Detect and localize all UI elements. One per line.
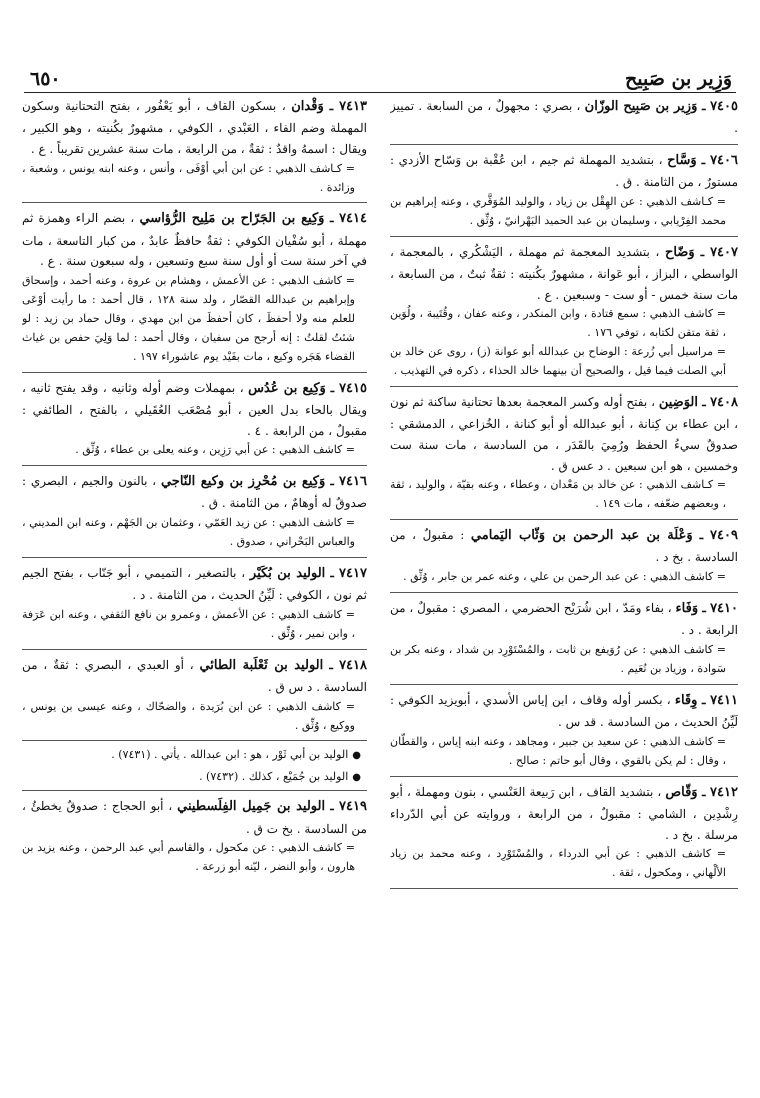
bullet-icon: ●: [352, 750, 361, 762]
entry-heading: [22, 563, 367, 606]
entry-dash: ـ: [325, 380, 340, 395]
entry-heading: [22, 796, 367, 839]
cross-reference-text: الوليد بن جُمَيْع ، كذلك . (٧٤٣٢) .: [199, 770, 349, 784]
entry-number: ٧٤١٣: [339, 99, 367, 114]
kashif-note: = كاشف الذهبي : عن عبد الرحمن بن علي ، وعنه عمر بن جابر ، وُثِّق .: [403, 570, 726, 584]
kashif-note: = كاشف الذهبي : عن مكحول ، والقاسم أبي عبد الرحمن ، وعنه يزيد بن هارون ، وأبو النضر ، ليّنه أبو زرعة .: [22, 841, 355, 874]
kashif-note: = كاشف الذهبي : عن الأعمش ، وعمرو بن نافع الثقفي ، وعنه ابن عَرَفة ، وابن نمير ، وُثِّق .: [22, 607, 355, 640]
biography-entry: [22, 471, 367, 552]
narrator-description: ، أبو الحجاج : صدوقٌ يخطئُ ، من السادسة . بخ ت ق .: [22, 799, 367, 836]
biography-entry: [22, 378, 367, 461]
kashif-note: = كـاشف الذهبي : عن خالد بن مَعْدان ، وعطاء ، وعنه بقيّة ، والوليد ، ثقة ، وبعضهم ضعّفه ، مات ١٤٩ .: [390, 478, 726, 511]
marasil-note: = مراسيل أبي زُرعة : الوضاح بن عبدالله أبو عوانة (ز) ، روى عن خالد بن أبي الصلت فيما قيل ، والصحيح أن بينهما خالد الحذاء ، ذكره في التهذيب .: [390, 345, 726, 378]
entry-separator: [390, 592, 738, 593]
entry-separator: [22, 465, 367, 466]
kashif-note: = كاشف الذهبي : عن رُوَيفع بن ثابت ، والمُسْتَوْرِد بن شداد ، وعنه بكر بن سَوادة ، وزياد بن نُعَيم .: [390, 642, 726, 675]
narrator-description: ، بصري : مجهولٌ ، من السابعة . تمييز .: [390, 99, 738, 136]
entry-dash: ـ: [323, 657, 340, 672]
entry-heading: [390, 525, 738, 568]
entry-number: ٧٤١٤: [339, 211, 367, 227]
narrator-name: الوليد بن بُكَيْر: [249, 565, 326, 581]
narrator-name: وَعْلَة بن عبد الرحمن بن وَثّاب اليَمامي: [470, 528, 693, 544]
entry-number: ٧٤١٠: [710, 600, 738, 616]
narrator-description: ، بالتصغير ، التميمي ، أبو جَنّاب ، بفتح الجيم ثم نون ، الكوفي : لَيِّنُ الحديث ، من الثامنة . د .: [22, 565, 367, 603]
narrator-name: وَضّاح: [664, 244, 695, 260]
narrator-name: وِقَاء: [674, 692, 698, 708]
entry-heading: [22, 96, 367, 160]
entry-number: ٧٤١٧: [339, 565, 367, 581]
entry-dash: ـ: [697, 99, 711, 113]
narrator-description: ، بفتح أوله وكسر المعجمة بعدها تحتانية ساكنة ثم نون ، ابن عطاء بن كِنانة ، أبو عبدالله أو أبو كنانة ، الخُزاعي ، الدمشقي : صدوقٌ سيءُ الحفظ ورُمِيَ بالقَدَر ، من السادسة ، مات سنة ست وخمسين ، هو ابن سبعين . د عس ق .: [390, 395, 738, 473]
right-column: [390, 96, 738, 1080]
narrator-description: ، بتشديد المهملة ثم جيم ، ابن عُقْبة بن وَسّاح الأزدي : مستورٌ ، من الثامنة . ق .: [390, 152, 738, 190]
narrator-name: وَفَاء: [675, 600, 699, 616]
page-number: ٦٥٠: [30, 68, 61, 90]
entry-dash: ـ: [325, 565, 340, 580]
narrator-description: ، بمهملات وضم أوله وثانيه ، وقد يفتح ثانيه ، ويقال بالحاء بدل العين ، أبو مُصْعَب العُقَيلي ، بالفتح ، الطائفي : مقبولٌ ، من الرابعة . ٤ .: [22, 380, 367, 438]
entry-number: ٧٤٠٨: [710, 395, 738, 411]
entry-number: ٧٤١١: [710, 692, 738, 708]
left-column: [22, 96, 367, 1080]
entry-number: ٧٤١٨: [339, 657, 367, 673]
narrator-description: ، بالنون والجيم ، البصري : صدوقٌ له أوهامٌ ، من الثامنة . ق .: [22, 474, 367, 511]
biography-entry: [22, 655, 367, 736]
entry-heading: [390, 690, 738, 733]
narrator-description: ، بتشديد القاف ، ابن رَبيعة العَنْسي ، بنون ومهملة ، أبو رِشْدِين ، الشامي : مقبولٌ ، من الرابعة ، وروايته عن أبي الدّرداء مرسلة . بخ د .: [390, 784, 738, 842]
entry-heading: [22, 471, 367, 514]
entry-heading: [390, 96, 738, 139]
kashif-note: = كـاشف الذهبي : عن الهِقْل بن زياد ، والوليد المُوَقَّري ، وعنه إبراهيم بن محمد الفِرْيابي ، وسليمان بن عبد الحميد البَهْرانيّ ، وُثِّق .: [390, 194, 726, 227]
entry-separator: [22, 649, 367, 650]
entry-separator: [390, 386, 738, 387]
entry-heading: [390, 242, 738, 306]
kashif-note: = كاشف الذهبي : عن الأعمش ، وهشام بن عروة ، وعنه أحمد ، وإسحاق وإبراهيم بن عبدالله القصّار ، ولد سنة ١٢٨ ، قال أحمد : ما رأيت أوْعَى للعلم منه ولا أحفظَ ، كان أحفظَ من ابن مهدي ، وقال حماد بن زيد : لو شئتُ لقلتُ : إنه أرجح من سفيان ، وقال أحمد : لما وَلِيَ حفص بن غياث القضاء هَجَره وكيع ، مات بفَيْد يوم عاشوراء ١٩٧ .: [22, 274, 355, 363]
narrator-name: وَسَّاح: [667, 152, 697, 168]
entry-number: ٧٤١٩: [339, 799, 367, 815]
kashif-note: = كـاشف الذهبي : عن ابن أبي أوْفَى ، وأنس ، وعنه ابنه يونس ، وشعبة ، وزائدة .: [22, 161, 355, 194]
entry-dash: ـ: [698, 600, 711, 615]
narrator-name: الوليد بن ثَعْلَبة الطائي: [199, 657, 324, 673]
biography-entry: [22, 563, 367, 644]
entry-separator: [390, 684, 738, 685]
biography-entry: [22, 208, 367, 366]
narrator-description: ، بتشديد المعجمة ثم مهملة ، اليَشْكُري ، بالمعجمة ، الواسطي ، البزاز ، أبو عَوانة ، مشهورٌ بكُنيته : ثقةٌ ثبتٌ ، من السابعة ، مات سنة خمس - أو ست - وسبعين . ع .: [390, 244, 738, 302]
entry-separator: [390, 776, 738, 777]
entry-dash: ـ: [325, 474, 340, 489]
entry-number: ٧٤٠٥: [710, 99, 738, 114]
entry-dash: ـ: [325, 799, 340, 814]
entry-separator: [390, 888, 738, 889]
entry-separator: [390, 144, 738, 145]
biography-entry: [390, 392, 738, 514]
kashif-note: = كاشف الذهبي : عن سعيد بن جبير ، ومجاهد ، وعنه ابنه إياس ، والقطّان ، وقال : لم يكن بالقوي ، وقال أبو حاتم : صالح .: [390, 734, 726, 767]
entry-heading: [22, 378, 367, 442]
entry-dash: ـ: [694, 244, 711, 259]
biography-entry: [390, 525, 738, 587]
narrator-name: وَكِيع بن مُحْرِز بن وكيع النّاجي: [160, 474, 326, 490]
kashif-note: = كاشف الذهبي : عن زيد العَمّي ، وعثمان بن الجَهْم ، وعنه ابن المديني ، والعباس البَحْراني ، صدوق .: [22, 516, 355, 548]
entry-dash: ـ: [697, 784, 711, 799]
narrator-description: : مقبولٌ ، من السادسة . بخ د .: [390, 528, 738, 565]
entry-separator: [390, 519, 738, 520]
entry-number: ٧٤٠٦: [710, 152, 738, 168]
narrator-description: ، بفاء ومَدّ ، ابن شُرَيْح الحضرمي ، المصري : مقبولٌ ، من الرابعة . د .: [390, 600, 738, 638]
entry-number: ٧٤٠٩: [710, 528, 738, 544]
entry-separator: [22, 372, 367, 373]
cross-reference-text: الوليد بن أبي ثَوْر ، هو : ابن عبدالله . يأتي . (٧٤٣١) .: [111, 748, 349, 762]
entry-number: ٧٤٠٧: [710, 244, 738, 260]
bullet-icon: ●: [352, 772, 361, 784]
entry-dash: ـ: [692, 528, 711, 543]
biography-entry: [390, 96, 738, 139]
entry-heading: [390, 392, 738, 476]
narrator-name: وَكِيع بن الجَرّاح بن مَلِيح الرُّؤاسي: [139, 211, 325, 227]
entry-number: ٧٤١٢: [710, 784, 738, 800]
narrator-name: الوَضِين: [658, 395, 699, 411]
kashif-note: = كاشف الذهبي : سمع قتادة ، وابن المنكدر ، وعنه عفان ، وقُتَيبة ، ولُوَين ، ثقة متقن لكتابه ، توفي ١٧٦ .: [390, 307, 726, 340]
running-title: وَزِير بن صَبِيح: [625, 68, 732, 90]
entry-dash: ـ: [696, 152, 711, 167]
biography-entry: [22, 96, 367, 197]
entry-heading: [390, 150, 738, 193]
narrator-name: وَقْدان: [291, 99, 324, 114]
narrator-description: ، بكسر أوله وقاف ، ابن إياس الأسدي ، أبويزيد الكوفي : لَيِّنُ الحديث ، من السادسة . قد س .: [390, 692, 738, 730]
kashif-note: = كاشف الذهبي : عن ابن بُرَيدة ، والضحّاك ، وعنه عيسى بن يونس ، ووكيع ، وُثِّق .: [22, 699, 355, 732]
entry-dash: ـ: [323, 99, 340, 113]
narrator-description: ، بضم الراء وهمزة ثم مهملة ، أبو سُفْيان الكوفي : ثقةٌ حافظٌ عابدٌ ، من كبار التاسعة ، مات في آخر سنة ست أو أول سنة سبع وتسعين ، وله سبعون سنة . ع .: [22, 211, 367, 269]
biography-entry: [390, 690, 738, 771]
entry-number: ٧٤١٦: [339, 474, 367, 490]
kashif-note: = كاشف الذهبي : عن أبي الدرداء ، والمُسْتَوْرِد ، وعنه محمد بن زياد الألْهاني ، ومكحول ، ثقة .: [390, 847, 726, 880]
narrator-name: وَقّاص: [665, 784, 698, 800]
biography-entry: [390, 782, 738, 883]
narrator-description: ، بسكون القاف ، أبو يَعْفُور ، بفتح التحتانية وسكون المهملة وضم الفاء ، العَبْدي ، الكوفي ، مشهورٌ بكُنيته ، وهو الكبير ، ويقال : اسمهُ واقدٌ : ثقةٌ ، من الرابعة ، مات سنة عشرين تقريباً . ع .: [22, 99, 367, 156]
cross-reference: [22, 768, 367, 787]
entry-dash: ـ: [324, 211, 340, 226]
narrator-name: الوليد بن جَمِيل الفِلَسطيني: [177, 799, 326, 815]
entry-number: ٧٤١٥: [339, 380, 367, 396]
page-header: [24, 62, 736, 93]
narrator-name: وَكِيع بن عُدُس: [248, 380, 326, 396]
biography-entry: [390, 150, 738, 231]
entry-heading: [22, 208, 367, 272]
biography-entry: [390, 598, 738, 679]
narrator-description: ، أو العبدي ، البصري : ثقةٌ ، من السادسة . د س ق .: [22, 657, 367, 695]
entry-dash: ـ: [697, 692, 711, 707]
entry-dash: ـ: [698, 395, 711, 410]
entry-separator: [22, 790, 367, 791]
cross-reference: [22, 746, 367, 765]
kashif-note: = كاشف الذهبي : عن أبي رَزِين ، وعنه يعلى بن عطاء ، وُثِّق .: [75, 443, 355, 457]
entry-heading: [390, 598, 738, 641]
biography-entry: [390, 242, 738, 381]
entry-separator: [22, 202, 367, 203]
biography-entry: [22, 796, 367, 877]
entry-separator: [22, 740, 367, 741]
entry-separator: [22, 557, 367, 558]
entry-heading: [390, 782, 738, 846]
entry-separator: [390, 236, 738, 237]
entry-heading: [22, 655, 367, 698]
narrator-name: وَزِير بن صَبِيح الوزّان: [584, 99, 698, 114]
